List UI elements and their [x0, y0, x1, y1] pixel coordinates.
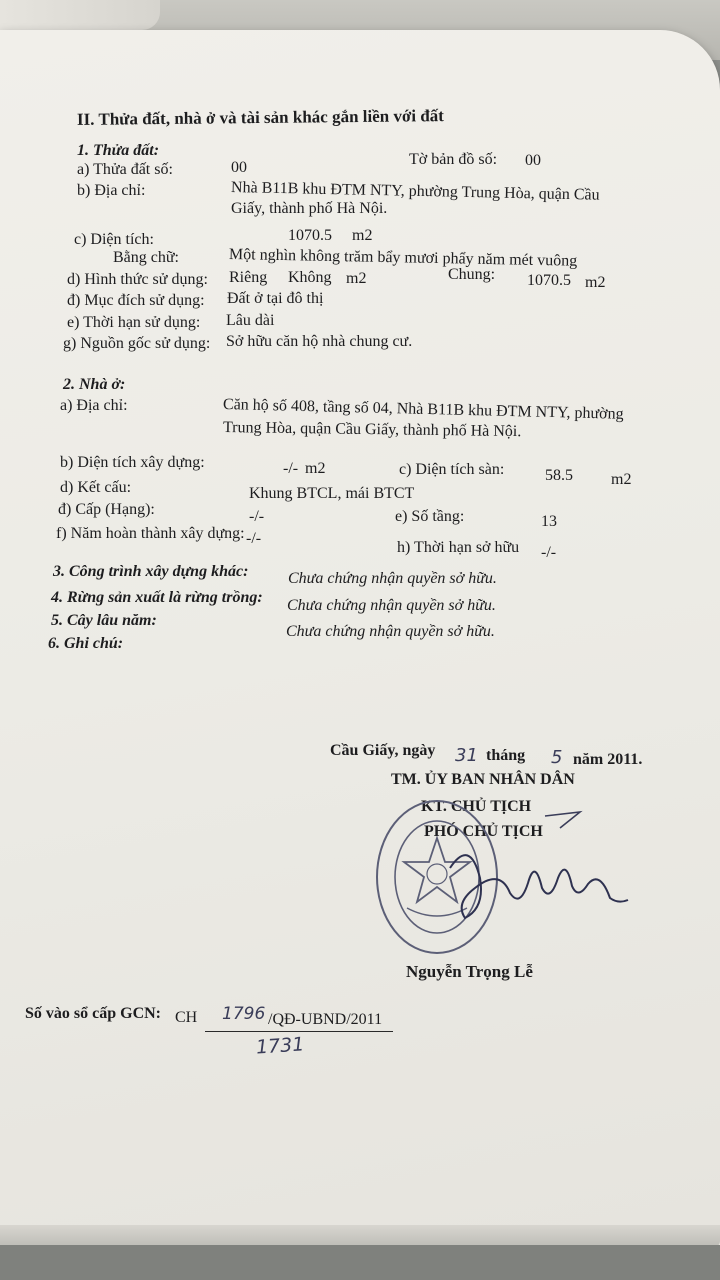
usage-private-value: Không: [288, 269, 332, 286]
floor-area-label: c) Diện tích sàn:: [399, 461, 505, 478]
area-unit: m2: [352, 227, 373, 244]
floor-area-value: 58.5: [545, 467, 573, 484]
in-words-label: Bằng chữ:: [113, 249, 179, 266]
grade-label: đ) Cấp (Hạng):: [58, 501, 155, 518]
notes-label: 6. Ghi chú:: [48, 635, 124, 652]
term-label: e) Thời hạn sử dụng:: [67, 314, 201, 331]
section-heading: II. Thửa đất, nhà ở và tài sản khác gắn liền với đất: [76, 106, 445, 129]
land-heading: 1. Thửa đất:: [77, 142, 160, 159]
build-area-unit: m2: [305, 460, 326, 477]
registry-handwritten-note: 1731: [255, 1033, 306, 1059]
parcel-value: 00: [231, 159, 247, 176]
house-address-label: a) Địa chỉ:: [60, 397, 128, 414]
registry-underline: [205, 1031, 393, 1032]
purpose-label: đ) Mục đích sử dụng:: [67, 292, 205, 309]
origin-label: g) Nguồn gốc sử dụng:: [63, 335, 211, 352]
signer-name: Nguyễn Trọng Lễ: [406, 962, 533, 981]
page-stack-edge: [0, 1225, 720, 1247]
parcel-label: a) Thửa đất số:: [77, 161, 173, 178]
usage-form-label: d) Hình thức sử dụng:: [67, 271, 208, 288]
origin-value: Sở hữu căn hộ nhà chung cư.: [226, 333, 413, 350]
usage-private-label: Riêng: [229, 269, 268, 286]
forest-label: 4. Rừng sản xuất là rừng trồng:: [51, 589, 263, 606]
area-label: c) Diện tích:: [74, 231, 154, 248]
usage-shared-unit: m2: [585, 274, 606, 291]
ownership-term-value: -/-: [541, 544, 557, 561]
registry-handwritten-number: 1796: [222, 1004, 266, 1024]
handwritten-day: 31: [455, 745, 478, 766]
device-edge: [0, 0, 160, 30]
land-address-label: b) Địa chỉ:: [77, 182, 146, 199]
build-area-value: -/-: [283, 460, 299, 477]
registry-prefix: CH: [175, 1009, 198, 1026]
usage-shared-value: 1070.5: [527, 272, 571, 289]
land-address-line2: Giấy, thành phố Hà Nội.: [231, 200, 388, 217]
completion-value: -/-: [246, 530, 262, 547]
grade-value: -/-: [249, 508, 265, 525]
role-pho-chu-tich: PHÓ CHỦ TỊCH: [424, 823, 543, 840]
trees-value: Chưa chứng nhận quyền sở hữu.: [286, 623, 495, 640]
registry-suffix: /QĐ-UBND/2011: [268, 1011, 383, 1028]
usage-private-unit: m2: [346, 270, 367, 287]
forest-value: Chưa chứng nhận quyền sở hữu.: [287, 597, 496, 614]
house-address-line1: Căn hộ số 408, tầng số 04, Nhà B11B khu ĐTM NTY, phường: [222, 396, 624, 423]
floor-area-unit: m2: [611, 471, 632, 488]
month-word: tháng: [486, 747, 526, 764]
term-value: Lâu dài: [226, 312, 275, 329]
land-address-line1: Nhà B11B khu ĐTM NTY, phường Trung Hòa, quận Cầu: [230, 179, 600, 204]
house-address-line2: Trung Hòa, quận Cầu Giấy, thành phố Hà Nội.: [222, 419, 522, 441]
structure-label: d) Kết cấu:: [60, 479, 132, 496]
handwritten-month: 5: [551, 747, 563, 768]
place-date-prefix: Cầu Giấy, ngày: [330, 742, 436, 759]
build-area-label: b) Diện tích xây dựng:: [60, 454, 205, 471]
floors-label: e) Số tầng:: [395, 508, 465, 525]
registry-label: Số vào sổ cấp GCN:: [25, 1005, 162, 1022]
house-heading: 2. Nhà ở:: [63, 376, 126, 393]
map-sheet-value: 00: [525, 152, 541, 169]
ownership-term-label: h) Thời hạn sở hữu: [397, 539, 520, 556]
purpose-value: Đất ở tại đô thị: [227, 290, 324, 307]
floors-value: 13: [541, 513, 557, 530]
year-text: năm 2011.: [573, 751, 643, 768]
map-sheet-label: Tờ bản đồ số:: [409, 151, 498, 168]
desk-bottom: [0, 1245, 720, 1280]
role-kt-chu-tich: KT. CHỦ TỊCH: [421, 798, 532, 815]
handwritten-signature: [430, 808, 630, 938]
authority: TM. ỦY BAN NHÂN DÂN: [391, 771, 575, 788]
in-words-value: Một nghìn không trăm bẩy mươi phẩy năm mét vuông: [228, 246, 578, 270]
construction-value: Chưa chứng nhận quyền sở hữu.: [288, 570, 497, 587]
structure-value: Khung BTCL, mái BTCT: [249, 485, 415, 502]
area-value: 1070.5: [288, 227, 332, 244]
usage-shared-label: Chung:: [448, 266, 496, 283]
trees-label: 5. Cây lâu năm:: [51, 612, 157, 629]
construction-label: 3. Công trình xây dựng khác:: [53, 563, 249, 580]
completion-label: f) Năm hoàn thành xây dựng:: [56, 525, 245, 542]
